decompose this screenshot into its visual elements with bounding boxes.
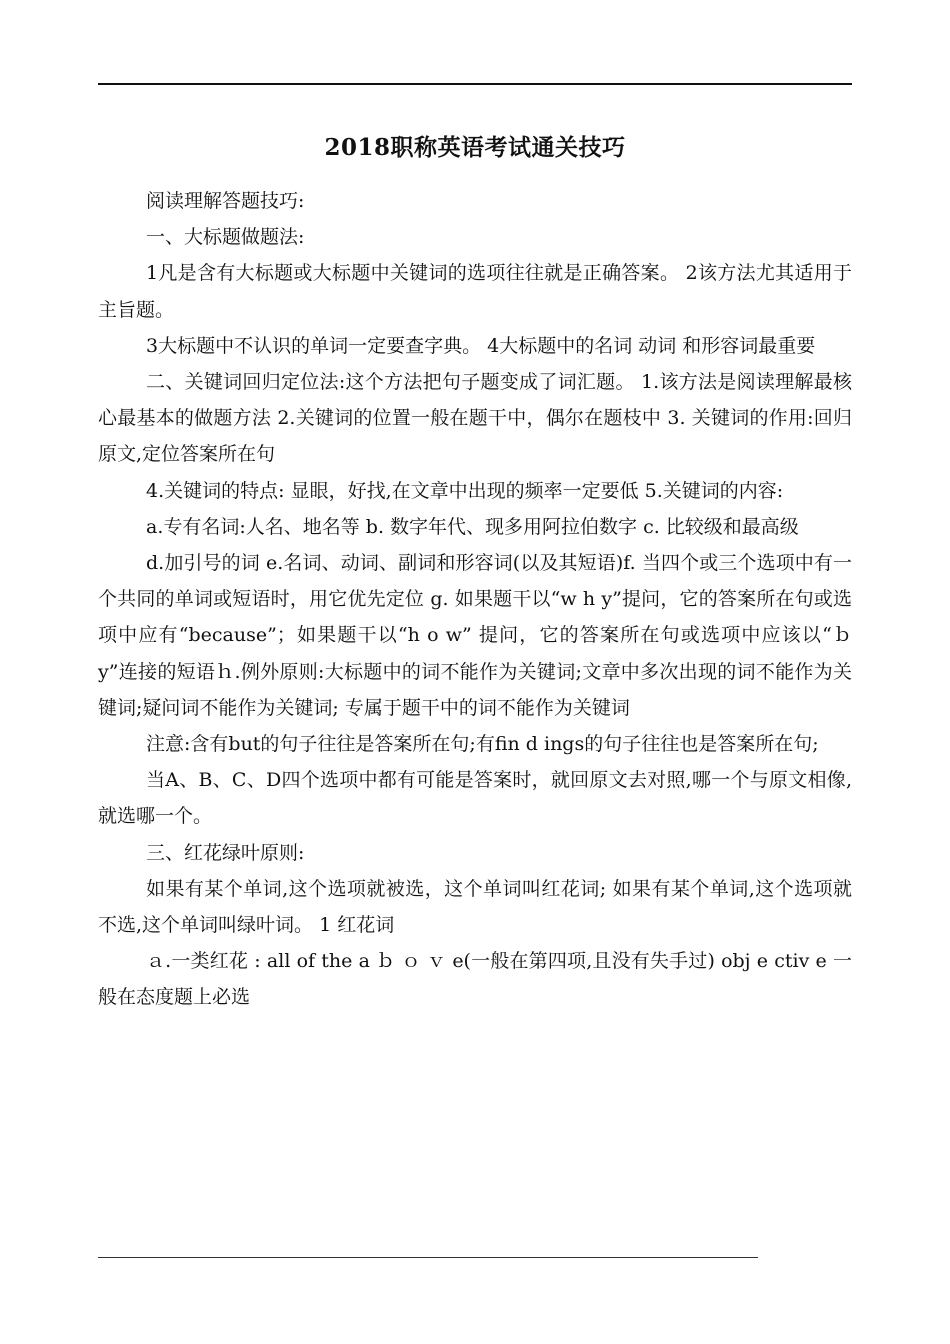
paragraph: 阅读理解答题技巧: xyxy=(146,190,305,212)
document-title: 2018职称英语考试通关技巧 xyxy=(324,134,626,161)
paragraph: 如果有某个单词,这个选项就被选，这个单词叫红花词; 如果有某个单词,这个选项就不选,这个单词叫绿叶词。 1 红花词 xyxy=(98,877,852,937)
footer-rule xyxy=(98,1257,758,1258)
paragraph: 1凡是含有大标题或大标题中关键词的选项往往就是正确答案。 2该方法尤其适用于主旨题。 xyxy=(98,262,852,321)
paragraph: 一、大标题做题法: xyxy=(146,226,305,249)
paragraph: d.加引号的词 e.名词、动词、副词和形容词(以及其短语)f. 当四个或三个选项中有一个共同的单词或短语时，用它优先定位 g. 如果题干以“w h y”提问，它的答案所在句或选项中应有“because”；如果题干以“h o w” 提问，它的答案所在句或选项中应该以“ｂ y”连接的短语ｈ.例外原则:大标题中的词不能作为关键词;文章中多次出现的词不能作为关键词;疑问词不能作为关键词; 专属于题干中的词不能作为关键词 xyxy=(98,552,852,719)
paragraph: 注意:含有but的句子往往是答案所在句;有fin d ings的句子往往也是答案所在句; xyxy=(146,733,819,756)
paragraph: ａ.一类红花 : all of the a ｂ ｏ ｖ e(一般在第四项,且没有失手过) obj e ctiv e 一般在态度题上必选 xyxy=(98,950,852,1009)
paragraph: 3大标题中不认识的单词一定要查字典。 4大标题中的名词 动词 和形容词最重要 xyxy=(146,334,816,357)
paragraph: 三、红花绿叶原则: xyxy=(146,841,305,864)
document-body xyxy=(98,183,852,1016)
paragraph: 4.关键词的特点: 显眼，好找,在文章中出现的频率一定要低 5.关键词的内容: xyxy=(146,479,784,502)
paragraph: 当A、B、C、D四个选项中都有可能是答案时，就回原文去对照,哪一个与原文相像,就选哪一个。 xyxy=(98,769,852,828)
paragraph: 二、关键词回归定位法:这个方法把句子题变成了词汇题。 1.该方法是阅读理解最核心最基本的做题方法 2.关键词的位置一般在题干中，偶尔在题枝中 3. 关键词的作用:回归原文,定位答案所在句 xyxy=(98,371,852,466)
header-rule xyxy=(98,83,852,85)
paragraph: a.专有名词:人名、地名等 b. 数字年代、现多用阿拉伯数字 c. 比较级和最高级 xyxy=(146,515,799,538)
